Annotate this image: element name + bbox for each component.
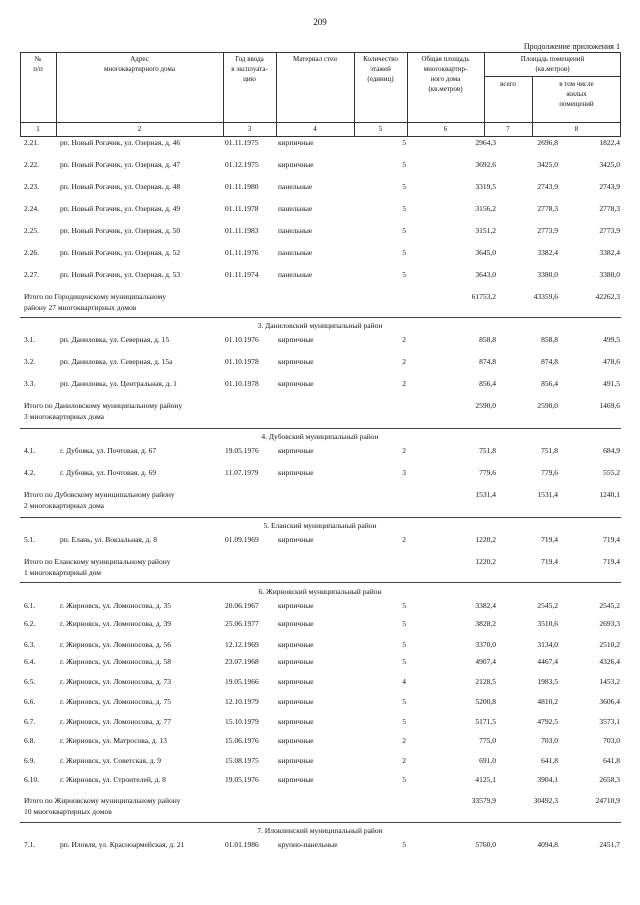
cell-c-fl: 4 <box>402 677 406 686</box>
cell-c-fl: 2 <box>402 756 406 765</box>
cell-c-addr: г. Жирновск, ул. Ломоносова, д. 35 <box>60 601 171 610</box>
cell-nums: 30492,3 <box>533 796 558 805</box>
cell-c-t7: 703,0 <box>541 736 558 745</box>
cell-c-t6: 3151,2 <box>475 226 496 235</box>
cell-c-mat: кирпичные <box>278 535 314 544</box>
cell-c-fl: 5 <box>402 640 406 649</box>
cell-nums: 1531,4 <box>537 490 558 499</box>
cell-c-no: 7.1. <box>24 840 36 849</box>
subtotal-dubovka <box>24 489 620 511</box>
cell-c-date: 01.10.1978 <box>225 379 259 388</box>
cell-c-t6: 5200,8 <box>475 697 496 706</box>
cell-c-fl: 2 <box>402 736 406 745</box>
cell-c-addr: г. Жирновск, ул. Ломоносова, д. 39 <box>60 619 171 628</box>
cell-c-mat: панельные <box>278 182 313 191</box>
cell-c-t7: 856,4 <box>541 379 558 388</box>
cell-c-t7: 2696,8 <box>537 138 558 147</box>
cell-c-t8: 3606,4 <box>599 697 620 706</box>
cell-c-no: 6.5. <box>24 677 36 686</box>
cell-c-addr: рп. Новый Рогачик, ул. Озерная, д. 50 <box>60 226 181 235</box>
table-row <box>0 137 640 148</box>
cell-c-t7: 3380,0 <box>537 270 558 279</box>
cell-c-no: 6.4. <box>24 657 36 666</box>
cell-c-t7: 858,8 <box>541 335 558 344</box>
cell-c-addr: рп. Новый Рогачик, ул. Озерная, д. 47 <box>60 160 181 169</box>
cell-cell: Итого по Даниловскому муниципальному району <box>24 401 183 410</box>
cell-c-t8: 719,4 <box>603 535 620 544</box>
cell-c-no: 3.3. <box>24 379 36 388</box>
section-title: 3. Даниловский муниципальный район <box>257 321 383 330</box>
cell-c-addr: рп. Новый Рогачик, ул. Озерная, д. 46 <box>60 138 181 147</box>
cell-c-t8: 703,0 <box>603 736 620 745</box>
cell-c-t7: 874,8 <box>541 357 558 366</box>
cell-c-date: 01.12.1975 <box>225 160 259 169</box>
cell-c-mat: кирпичные <box>278 357 314 366</box>
cell-c-fl: 5 <box>402 601 406 610</box>
cell-c-t7: 2778,3 <box>537 204 558 213</box>
table-row <box>0 656 640 667</box>
cell-c-no: 2.23. <box>24 182 39 191</box>
cell-c-date: 19.05.1976 <box>225 446 259 455</box>
cell-c-t6: 874,8 <box>479 357 496 366</box>
cell-c-mat: кирпичные <box>278 619 314 628</box>
header-col-floors: Количество этажей (единиц) <box>363 55 398 83</box>
cell-c-addr: г. Дубовка, ул. Почтовая, д. 69 <box>60 468 157 477</box>
cell-c-t6: 3643,0 <box>475 270 496 279</box>
header-col-premises-area: Площадь помещений (кв.метров) <box>520 55 585 73</box>
header-col-total-area: Общая площадь многоквартир- ного дома (кв.метров) <box>421 55 470 93</box>
cell-c-no: 4.1. <box>24 446 36 455</box>
cell-nums: 24710,9 <box>595 796 620 805</box>
cell-c-date: 25.06.1977 <box>225 619 259 628</box>
cell-c-t8: 684,9 <box>603 446 620 455</box>
cell-c-t8: 3425,0 <box>599 160 620 169</box>
cell-c-t8: 3380,0 <box>599 270 620 279</box>
cell-c-t6: 3645,0 <box>475 248 496 257</box>
header-num-8: 8 <box>574 125 579 133</box>
cell-c-addr: г. Жирновск, ул. Ломоносова, д. 56 <box>60 640 171 649</box>
cell-c-t8: 3573,1 <box>599 717 620 726</box>
table-row <box>0 225 640 236</box>
table-row <box>0 716 640 727</box>
section-title: 4. Дубовский муниципальный район <box>261 432 379 441</box>
cell-c-fl: 5 <box>402 270 406 279</box>
cell-c-mat: кирпичные <box>278 736 314 745</box>
header-num-4: 4 <box>313 125 317 133</box>
cell-c-fl: 5 <box>402 204 406 213</box>
header-num-6: 6 <box>443 125 448 133</box>
cell-c-fl: 5 <box>402 138 406 147</box>
cell-c-t6: 5171,5 <box>475 717 496 726</box>
cell-c-date: 15.08.1975 <box>225 756 259 765</box>
cell-c-t6: 3828,2 <box>475 619 496 628</box>
cell-c-t6: 2128,5 <box>475 677 496 686</box>
cell-c-no: 6.3. <box>24 640 36 649</box>
cell-nums: 1240,1 <box>599 490 620 499</box>
cell-c-no: 2.27. <box>24 270 39 279</box>
cell-c-fl: 2 <box>402 335 406 344</box>
cell-c-no: 6.1. <box>24 601 36 610</box>
cell-nums: 42262,3 <box>595 292 620 301</box>
cell-c-no: 2.25. <box>24 226 39 235</box>
cell-c-t8: 2658,3 <box>599 775 620 784</box>
header-num-7: 7 <box>506 125 510 133</box>
cell-c-no: 2.26. <box>24 248 39 257</box>
cell-c-t6: 856,4 <box>479 379 496 388</box>
table-row <box>0 378 640 389</box>
cell-c-t7: 3425,0 <box>537 160 558 169</box>
cell-c-no: 2.24. <box>24 204 39 213</box>
cell-c-fl: 5 <box>402 248 406 257</box>
cell-c-t8: 2778,3 <box>599 204 620 213</box>
cell-c-no: 6.10. <box>24 775 39 784</box>
cell-c-no: 3.2. <box>24 357 36 366</box>
cell-c-date: 12.10.1979 <box>225 697 259 706</box>
cell-nums: 1220,2 <box>475 557 496 566</box>
cell-c-addr: рп. Елань, ул. Вокзальная, д. 8 <box>60 535 157 544</box>
cell-c-mat: крупно-панельные <box>278 840 338 849</box>
cell-c-mat: кирпичные <box>278 335 314 344</box>
cell-c-addr: г. Жирновск, ул. Ломоносова, д. 73 <box>60 677 171 686</box>
cell-c-t8: 3382,4 <box>599 248 620 257</box>
cell-nums: 2590,0 <box>475 401 496 410</box>
cell-c-fl: 5 <box>402 840 406 849</box>
cell-c-t7: 4810,2 <box>537 697 558 706</box>
cell-c-addr: г. Дубовка, ул. Почтовая, д. 67 <box>60 446 157 455</box>
cell-c-addr: рп. Даниловка, ул. Северная, д. 15 <box>60 335 170 344</box>
table-row <box>0 600 640 611</box>
cell-c-t7: 3510,6 <box>537 619 558 628</box>
cell-c-date: 19.05.1976 <box>225 775 259 784</box>
header-col-year: Год ввода в эксплуата- цию <box>231 55 268 83</box>
cell-c-t7: 2545,2 <box>537 601 558 610</box>
table-row <box>0 247 640 258</box>
cell-nums: 1469,6 <box>599 401 620 410</box>
cell-c-fl: 2 <box>402 379 406 388</box>
cell-c-date: 01.11.1976 <box>225 248 259 257</box>
cell-nums: 1531,4 <box>475 490 496 499</box>
cell-c-t7: 719,4 <box>541 535 558 544</box>
cell-c-fl: 2 <box>402 535 406 544</box>
cell-c-t6: 2964,3 <box>475 138 496 147</box>
cell-c-t6: 3370,0 <box>475 640 496 649</box>
cell-c-addr: рп. Даниловка, ул. Центральная, д. 1 <box>60 379 177 388</box>
cell-c-t6: 779,6 <box>479 468 496 477</box>
table-row <box>0 467 640 478</box>
cell-c-fl: 3 <box>402 468 406 477</box>
cell-c-fl: 5 <box>402 619 406 628</box>
cell-c-t8: 2773,9 <box>599 226 620 235</box>
cell-cell: району 27 многоквартирных домов <box>24 303 137 312</box>
cell-c-t6: 4125,1 <box>475 775 496 784</box>
cell-c-date: 15.10.1979 <box>225 717 259 726</box>
table-row <box>0 269 640 280</box>
header-num-1: 1 <box>36 125 40 133</box>
cell-c-mat: панельные <box>278 248 313 257</box>
cell-c-date: 23.07.1968 <box>225 657 259 666</box>
cell-c-mat: кирпичные <box>278 756 314 765</box>
cell-c-addr: рп. Даниловка, ул. Северная, д. 15а <box>60 357 173 366</box>
cell-c-addr: г. Жирновск, ул. Матросова, д. 13 <box>60 736 167 745</box>
cell-c-no: 2.21. <box>24 138 39 147</box>
cell-c-addr: г. Жирновск, ул. Строителей, д. 8 <box>60 775 166 784</box>
cell-c-mat: панельные <box>278 204 313 213</box>
cell-nums: 61753,2 <box>471 292 496 301</box>
cell-c-no: 4.2. <box>24 468 36 477</box>
cell-c-t8: 555,2 <box>603 468 620 477</box>
cell-c-t6: 751,8 <box>479 446 496 455</box>
cell-c-no: 6.2. <box>24 619 36 628</box>
cell-c-mat: кирпичные <box>278 657 314 666</box>
cell-nums: 43359,6 <box>533 292 558 301</box>
cell-c-t8: 2510,2 <box>599 640 620 649</box>
cell-c-addr: рп. Новый Рогачик, ул. Озерная, д. 49 <box>60 204 181 213</box>
cell-c-mat: панельные <box>278 270 313 279</box>
cell-c-t6: 5760,0 <box>475 840 496 849</box>
cell-c-t7: 2743,9 <box>537 182 558 191</box>
table-row <box>0 618 640 629</box>
table-row <box>0 203 640 214</box>
cell-c-no: 2.22. <box>24 160 39 169</box>
cell-nums: 33579,9 <box>471 796 496 805</box>
cell-c-date: 15.06.1976 <box>225 736 259 745</box>
cell-c-no: 6.7. <box>24 717 36 726</box>
cell-c-t6: 3156,2 <box>475 204 496 213</box>
cell-c-t6: 3319,5 <box>475 182 496 191</box>
cell-nums: 719,4 <box>603 557 620 566</box>
cell-c-t6: 4907,4 <box>475 657 496 666</box>
table-row <box>0 534 640 545</box>
table-row <box>0 774 640 785</box>
cell-cell: 2 многоквартирных дома <box>24 501 105 510</box>
cell-c-date: 01.10.1976 <box>225 335 259 344</box>
header-col-living: в том числе жилых помещений <box>559 80 594 108</box>
cell-c-addr: г. Жирновск, ул. Ломоносова, д. 58 <box>60 657 171 666</box>
cell-c-fl: 2 <box>402 446 406 455</box>
table-row <box>0 755 640 766</box>
cell-cell: Итого по Еланскому муниципальному району <box>24 557 171 566</box>
table-row <box>0 181 640 192</box>
cell-c-fl: 5 <box>402 226 406 235</box>
header-col-material: Материал стен <box>293 55 337 63</box>
cell-c-mat: кирпичные <box>278 717 314 726</box>
cell-c-t7: 751,8 <box>541 446 558 455</box>
cell-c-t6: 1220,2 <box>475 535 496 544</box>
cell-c-t7: 3382,4 <box>537 248 558 257</box>
cell-cell: 10 многоквартирных домов <box>24 807 112 816</box>
table-row <box>0 676 640 687</box>
header-num-3: 3 <box>247 125 252 133</box>
cell-c-t6: 3692,6 <box>475 160 496 169</box>
cell-c-t7: 2773,9 <box>537 226 558 235</box>
cell-c-t8: 641,8 <box>603 756 620 765</box>
cell-c-fl: 5 <box>402 182 406 191</box>
cell-c-no: 6.9. <box>24 756 36 765</box>
cell-c-no: 6.8. <box>24 736 36 745</box>
header-num-2: 2 <box>137 125 142 133</box>
cell-c-fl: 5 <box>402 717 406 726</box>
cell-c-t6: 775,0 <box>479 736 496 745</box>
cell-c-t8: 1453,2 <box>599 677 620 686</box>
cell-c-t8: 1822,4 <box>599 138 620 147</box>
subtotal-elan <box>24 556 620 578</box>
section-title: 6. Жирновский муниципальный район <box>258 587 382 596</box>
cell-c-mat: кирпичные <box>278 160 314 169</box>
header-col-address: Адрес многоквартирного дома <box>104 55 175 73</box>
cell-c-t7: 4467,4 <box>537 657 558 666</box>
cell-c-addr: рп. Новый Рогачик, ул. Озерная, д. 53 <box>60 270 181 279</box>
cell-c-t7: 641,8 <box>541 756 558 765</box>
cell-c-t7: 1983,5 <box>537 677 558 686</box>
cell-c-t8: 478,6 <box>603 357 620 366</box>
cell-c-date: 20.06.1967 <box>225 601 259 610</box>
cell-c-date: 01.09.1969 <box>225 535 259 544</box>
cell-c-addr: г. Жирновск, ул. Ломоносова, д. 77 <box>60 717 171 726</box>
cell-c-date: 01.11.1980 <box>225 182 259 191</box>
cell-c-date: 01.01.1986 <box>225 840 259 849</box>
cell-c-date: 01.11.1983 <box>225 226 259 235</box>
cell-cell: Итого по Жирновскому муниципальному району <box>24 796 181 805</box>
cell-c-mat: панельные <box>278 226 313 235</box>
continuation-label: Продолжение приложения 1 <box>523 42 620 51</box>
cell-c-date: 01.11.1978 <box>225 204 259 213</box>
table-row <box>0 334 640 345</box>
subtotal-gorodishche <box>24 291 620 313</box>
cell-c-t8: 2545,2 <box>599 601 620 610</box>
cell-c-t7: 779,6 <box>541 468 558 477</box>
cell-cell: 3 многоквартирных дома <box>24 412 105 421</box>
table-row <box>0 159 640 170</box>
cell-c-mat: кирпичные <box>278 775 314 784</box>
header-col-number: № п/п <box>33 55 43 73</box>
cell-c-mat: кирпичные <box>278 138 314 147</box>
cell-c-fl: 2 <box>402 357 406 366</box>
cell-c-date: 12.12.1969 <box>225 640 259 649</box>
cell-nums: 2590,0 <box>537 401 558 410</box>
cell-c-addr: рп. Новый Рогачик, ул. Озерная, д. 52 <box>60 248 181 257</box>
cell-c-t7: 4792,5 <box>537 717 558 726</box>
cell-c-addr: г. Жирновск, ул. Ломоносова, д. 75 <box>60 697 171 706</box>
table-row <box>0 356 640 367</box>
cell-c-addr: г. Жирновск, ул. Советская, д. 9 <box>60 756 162 765</box>
cell-c-mat: кирпичные <box>278 677 314 686</box>
table-row <box>0 445 640 456</box>
cell-c-addr: рп. Иловля, ул. Красноармейская, д. 21 <box>60 840 185 849</box>
cell-c-t6: 691,0 <box>479 756 496 765</box>
cell-c-fl: 5 <box>402 657 406 666</box>
cell-c-mat: кирпичные <box>278 379 314 388</box>
cell-c-addr: рп. Новый Рогачик, ул. Озерная, д. 48 <box>60 182 181 191</box>
subtotal-danilovka <box>24 400 620 422</box>
table-row <box>0 839 640 850</box>
cell-c-no: 5.1. <box>24 535 36 544</box>
cell-c-t7: 3134,0 <box>537 640 558 649</box>
cell-c-t8: 2743,9 <box>599 182 620 191</box>
cell-c-t6: 3382,4 <box>475 601 496 610</box>
cell-c-t8: 499,5 <box>603 335 620 344</box>
cell-c-mat: кирпичные <box>278 697 314 706</box>
cell-cell: Итого по Городищенскому муниципальному <box>24 292 166 301</box>
cell-c-date: 01.11.1975 <box>225 138 259 147</box>
section-title: 7. Иловлинский муниципальный район <box>257 826 383 835</box>
cell-c-fl: 5 <box>402 697 406 706</box>
cell-c-t7: 3904,1 <box>537 775 558 784</box>
cell-c-mat: кирпичные <box>278 468 314 477</box>
cell-c-date: 01.10.1978 <box>225 357 259 366</box>
cell-c-mat: кирпичные <box>278 601 314 610</box>
cell-nums: 719,4 <box>541 557 558 566</box>
cell-c-mat: кирпичные <box>278 446 314 455</box>
table-row <box>0 735 640 746</box>
section-title: 5. Еланский муниципальный район <box>263 521 377 530</box>
table-row <box>0 696 640 707</box>
cell-c-t7: 4094,8 <box>537 840 558 849</box>
table-row <box>0 639 640 650</box>
cell-cell: Итого по Дубовскому муниципальному району <box>24 490 175 499</box>
cell-c-no: 3.1. <box>24 335 36 344</box>
cell-c-mat: кирпичные <box>278 640 314 649</box>
subtotal-zhirnovsk <box>24 795 620 817</box>
cell-c-t8: 4326,4 <box>599 657 620 666</box>
cell-c-date: 01.11.1974 <box>225 270 259 279</box>
cell-c-fl: 5 <box>402 775 406 784</box>
cell-c-date: 19.05.1966 <box>225 677 259 686</box>
cell-c-date: 11.07.1979 <box>225 468 259 477</box>
cell-cell: 1 многоквартирный дом <box>24 568 101 577</box>
cell-c-t8: 491,5 <box>603 379 620 388</box>
header-num-5: 5 <box>378 125 383 133</box>
cell-c-t6: 858,8 <box>479 335 496 344</box>
cell-c-t8: 2451,7 <box>599 840 620 849</box>
page-number: 209 <box>313 17 327 27</box>
header-col-all: всего <box>500 80 516 88</box>
cell-c-t8: 2693,3 <box>599 619 620 628</box>
cell-c-no: 6.6. <box>24 697 36 706</box>
cell-c-fl: 5 <box>402 160 406 169</box>
